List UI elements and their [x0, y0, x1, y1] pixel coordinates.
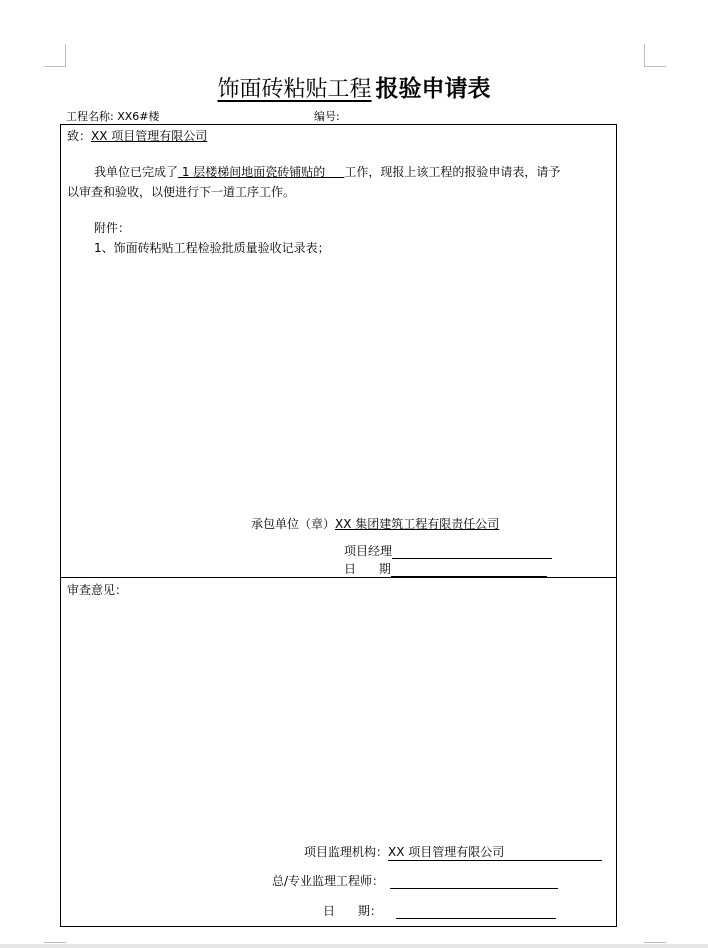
review-section	[60, 577, 617, 927]
body-line-2: 以审查和验收，以便进行下一道工序工作。	[67, 185, 296, 199]
org-label: 项目监理机构：	[304, 845, 389, 859]
body-prefix: 我单位已完成了	[94, 165, 179, 179]
crop-mark	[644, 44, 645, 66]
body-suffix: 工作，现报上该工程的报验申请表，请予	[344, 165, 561, 179]
crop-mark	[65, 44, 66, 66]
manager-row	[344, 542, 552, 559]
date-line	[391, 562, 547, 577]
engineer-signature-line	[390, 874, 558, 889]
title-suffix: 报验申请表	[375, 76, 491, 102]
opinion-label: 审查意见：	[67, 583, 128, 597]
to-label: 致：	[67, 129, 92, 143]
project-label: 工程名称:	[66, 110, 114, 123]
crop-mark	[644, 66, 666, 67]
review-date-row	[323, 902, 556, 919]
review-date-label: 日 期：	[323, 904, 382, 918]
contractor-value: XX 集团建筑工程有限责任公司	[335, 517, 500, 531]
supervisor-org	[304, 843, 602, 861]
to-value: XX 项目管理有限公司	[91, 129, 208, 143]
crop-mark	[44, 66, 66, 67]
date-label: 日 期	[344, 562, 391, 576]
attachments-label: 附件：	[94, 221, 131, 235]
number-label: 编号:	[314, 110, 340, 123]
engineer-row	[272, 872, 558, 889]
project-value: XX6#楼	[117, 110, 160, 123]
title-main: 饰面砖粘贴工程	[217, 77, 372, 102]
crop-mark	[44, 942, 66, 943]
crop-mark	[644, 942, 666, 943]
engineer-label: 总/专业监理工程师：	[272, 874, 385, 888]
contractor	[251, 515, 499, 532]
project-name	[66, 108, 160, 124]
body-work: 1 层楼梯间地面瓷砖铺贴的	[178, 165, 345, 179]
date-row	[344, 560, 547, 577]
addressee	[67, 127, 207, 144]
contractor-label: 承包单位（章）	[251, 517, 336, 531]
page-title	[0, 70, 708, 103]
attachment-item: 1、饰面砖粘贴工程检验批质量验收记录表；	[94, 241, 330, 255]
review-date-line	[396, 904, 556, 919]
manager-signature-line	[392, 544, 552, 559]
application-section	[60, 124, 617, 578]
body-line-1	[94, 163, 560, 180]
page-edge	[0, 944, 708, 948]
manager-label: 项目经理	[344, 544, 393, 558]
document-number	[314, 108, 340, 124]
org-value: XX 项目管理有限公司	[388, 843, 602, 861]
